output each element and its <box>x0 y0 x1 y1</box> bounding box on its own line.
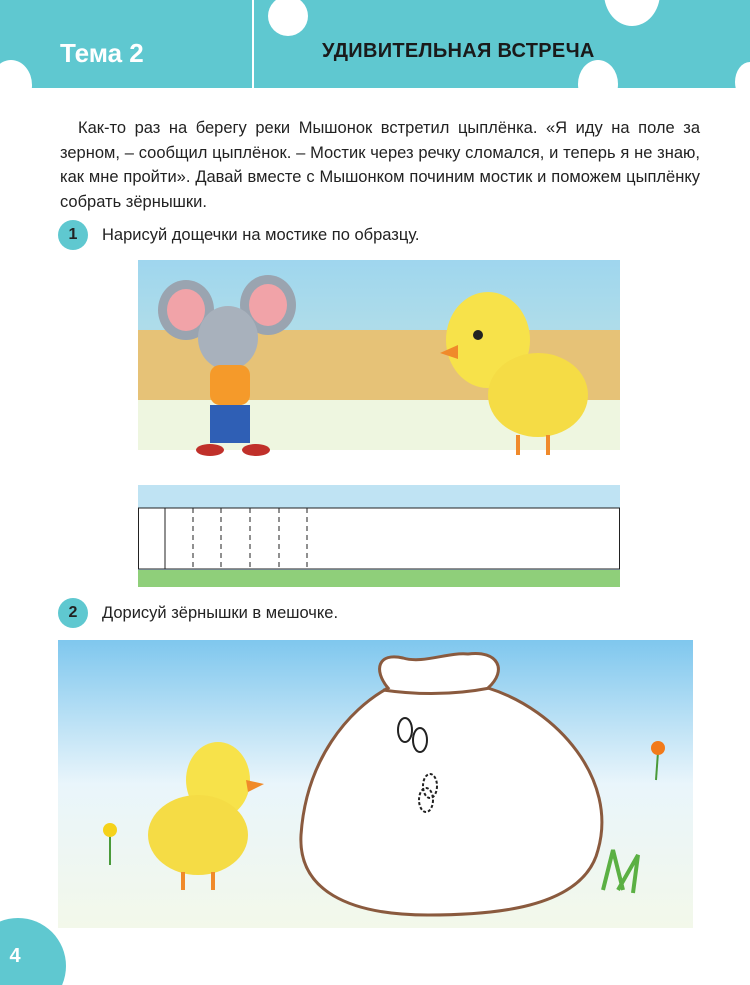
header-band <box>0 0 750 88</box>
task-1 <box>58 220 420 250</box>
task-text: Дорисуй зёрнышки в мешочке. <box>102 603 339 622</box>
topic-label: Тема 2 <box>60 38 144 68</box>
page-number: 4 <box>9 945 21 967</box>
decor-dot <box>0 60 32 88</box>
bridge-planks <box>139 508 620 569</box>
task-2 <box>58 598 338 628</box>
task-number-badge: 1 <box>58 220 88 250</box>
task-text: Нарисуй дощечки на мостике по образцу. <box>102 225 420 244</box>
intro-text: Как-то раз на берегу реки Мышонок встретил цыплёнка. «Я иду на поле за зерном, – сообщил цыплёнок. – Мостик через речку сломался, и теперь я не знаю, как мне пройти». Давай вместе с Мышонком починим мостик и поможем цыплёнку собрать зёрнышки. <box>60 119 700 211</box>
decor-dot <box>604 0 660 26</box>
header-divider <box>252 0 254 88</box>
decor-dot <box>268 0 308 36</box>
decor-dot <box>578 60 618 88</box>
decor-dot <box>735 62 750 88</box>
page-title: УДИВИТЕЛЬНАЯ ВСТРЕЧА <box>322 40 595 62</box>
sack-illustration <box>58 640 693 928</box>
task-number-badge: 2 <box>58 598 88 628</box>
bridge-illustration <box>138 260 620 587</box>
